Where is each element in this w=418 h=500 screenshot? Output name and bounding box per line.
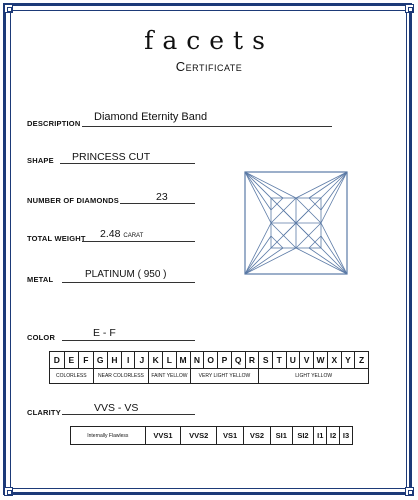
color-line: [62, 340, 195, 341]
corner-ornament: [4, 4, 13, 13]
color-group-cell: NEAR COLORLESS: [93, 369, 149, 384]
color-grade-cell: K: [149, 352, 163, 369]
total-weight-value: [100, 228, 143, 240]
color-grade-cell: Z: [355, 352, 369, 369]
clarity-grade-cell: VS1: [217, 427, 244, 445]
corner-ornament: [405, 4, 414, 13]
color-label: COLOR: [27, 333, 56, 342]
brand-logo: facets: [144, 26, 274, 55]
total-weight-label: TOTAL WEIGHT: [27, 234, 86, 243]
clarity-grade-cell: SI2: [292, 427, 314, 445]
color-scale-table: [49, 351, 369, 384]
color-grade-cell: O: [204, 352, 218, 369]
total-weight-unit: CARAT: [123, 233, 144, 239]
color-group-cell: FAINT YELLOW: [149, 369, 190, 384]
color-grade-cell: X: [328, 352, 342, 369]
corner-ornament: [4, 487, 13, 496]
color-group-cell: VERY LIGHT YELLOW: [190, 369, 259, 384]
color-group-cell: LIGHT YELLOW: [259, 369, 369, 384]
certificate-title: Certificate: [175, 59, 243, 74]
clarity-grade-cell: I1: [314, 427, 327, 445]
clarity-value: VVS - VS: [94, 402, 139, 414]
shape-label: SHAPE: [27, 156, 54, 165]
clarity-grade-cell: VS2: [244, 427, 271, 445]
number-of-diamonds-label: NUMBER OF DIAMONDS: [27, 196, 119, 205]
clarity-grade-cell: VVS2: [181, 427, 217, 445]
clarity-scale-table: [70, 426, 353, 445]
number-of-diamonds-value: 23: [156, 191, 168, 203]
color-grade-cell: I: [121, 352, 134, 369]
color-grade-cell: E: [64, 352, 79, 369]
clarity-grade-cell: I3: [340, 427, 353, 445]
description-line: [82, 126, 332, 127]
clarity-line: [62, 414, 195, 415]
color-grade-cell: N: [190, 352, 204, 369]
shape-value: PRINCESS CUT: [72, 151, 151, 163]
shape-line: [60, 163, 195, 164]
color-grade-cell: D: [50, 352, 65, 369]
color-grade-cell: P: [218, 352, 232, 369]
color-grade-cell: V: [300, 352, 314, 369]
color-value: E - F: [93, 327, 116, 339]
description-label: DESCRIPTION: [27, 119, 81, 128]
color-grade-cell: S: [259, 352, 273, 369]
color-grade-cell: T: [272, 352, 286, 369]
metal-label: METAL: [27, 275, 54, 284]
color-grade-cell: W: [313, 352, 327, 369]
color-grade-cell: H: [107, 352, 121, 369]
color-grade-cell: F: [79, 352, 93, 369]
clarity-grade-cell: I2: [327, 427, 340, 445]
description-value: Diamond Eternity Band: [94, 111, 208, 123]
color-group-cell: COLORLESS: [50, 369, 94, 384]
metal-line: [62, 282, 195, 283]
color-grade-cell: G: [93, 352, 107, 369]
princess-cut-diagram: [243, 170, 349, 276]
clarity-grade-cell: SI1: [270, 427, 292, 445]
color-grade-cell: L: [163, 352, 177, 369]
color-grade-cell: R: [245, 352, 259, 369]
clarity-grade-cell: Internally Flawless: [71, 427, 146, 445]
total-weight-line: [82, 241, 195, 242]
color-grade-cell: M: [176, 352, 190, 369]
metal-value: PLATINUM ( 950 ): [85, 269, 167, 280]
total-weight-number: 2.48: [100, 228, 121, 240]
color-grade-cell: J: [135, 352, 149, 369]
number-of-diamonds-line: [120, 203, 195, 204]
color-grade-cell: U: [286, 352, 300, 369]
clarity-grade-cell: VVS1: [145, 427, 181, 445]
clarity-label: CLARITY: [27, 408, 61, 417]
color-grade-cell: Y: [341, 352, 355, 369]
color-grade-cell: Q: [231, 352, 245, 369]
corner-ornament: [405, 487, 414, 496]
